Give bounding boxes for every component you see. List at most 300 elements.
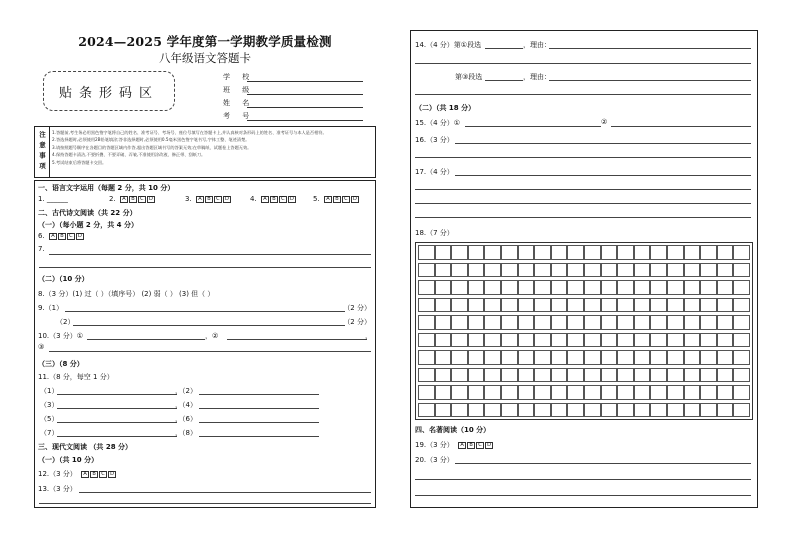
grid-cell[interactable] [567, 385, 584, 400]
school-label: 学 校 [223, 73, 255, 81]
answer-line[interactable] [455, 175, 751, 176]
option-a[interactable]: A [324, 196, 332, 203]
answer-line[interactable] [455, 463, 751, 464]
grid-cell[interactable] [700, 368, 717, 383]
grid-cell[interactable] [601, 385, 618, 400]
grid-cell[interactable] [534, 263, 551, 278]
option-c[interactable]: C [342, 196, 350, 203]
grid-cell[interactable] [733, 403, 750, 418]
grid-cell[interactable] [717, 350, 734, 365]
section-3a-heading: （一）（共 10 分） [38, 456, 99, 464]
grid-cell[interactable] [717, 315, 734, 330]
notice-line: 1.答题前,考生务必用黑色签字笔将自己的姓名、准考证号、考场号、座位号填写在答题卡上,并认真核对条形码上的姓名、准考证号与本人是否相符。 [52, 130, 327, 135]
option-d[interactable]: D [147, 196, 155, 203]
grid-cell[interactable] [468, 280, 485, 295]
grid-cell[interactable] [518, 280, 535, 295]
q11-item-2: ，（2） [175, 387, 197, 395]
grid-cell[interactable] [518, 263, 535, 278]
grid-cell[interactable] [700, 350, 717, 365]
grid-cell[interactable] [501, 280, 518, 295]
grid-cell[interactable] [418, 403, 435, 418]
answer-line[interactable] [65, 311, 345, 312]
grid-cell[interactable] [684, 368, 701, 383]
grid-cell[interactable] [567, 245, 584, 260]
notice-line: 5.考试结束后将答题卡交回。 [52, 159, 107, 165]
grid-cell[interactable] [567, 368, 584, 383]
grid-cell[interactable] [518, 403, 535, 418]
grid-cell[interactable] [700, 333, 717, 348]
grid-cell[interactable] [551, 403, 568, 418]
grid-cell[interactable] [451, 263, 468, 278]
grid-cell[interactable] [518, 368, 535, 383]
grid-cell[interactable] [617, 385, 634, 400]
grid-cell[interactable] [733, 280, 750, 295]
option-c[interactable]: C [214, 196, 222, 203]
answer-line[interactable] [39, 267, 371, 268]
grid-cell[interactable] [634, 280, 651, 295]
grid-cell[interactable] [617, 403, 634, 418]
option-a[interactable]: A [196, 196, 204, 203]
grid-cell[interactable] [667, 350, 684, 365]
grid-cell[interactable] [435, 315, 452, 330]
grid-cell[interactable] [468, 263, 485, 278]
answer-line[interactable] [57, 394, 177, 395]
grid-cell[interactable] [551, 385, 568, 400]
grid-cell[interactable] [717, 298, 734, 313]
grid-cell[interactable] [501, 333, 518, 348]
grid-cell[interactable] [451, 350, 468, 365]
question-3[interactable] [185, 195, 231, 203]
class-field[interactable] [223, 85, 363, 96]
grid-cell[interactable] [435, 280, 452, 295]
grid-cell[interactable] [518, 245, 535, 260]
grid-cell[interactable] [534, 403, 551, 418]
grid-cell[interactable] [700, 280, 717, 295]
option-b[interactable]: B [467, 442, 475, 449]
name-field[interactable] [223, 98, 363, 109]
grid-cell[interactable] [451, 245, 468, 260]
question-8[interactable]: 8.（3 分）(1) 过（ ）（填序号） (2) 弱（ ） (3) 但（ ） [38, 290, 215, 298]
option-a[interactable]: A [261, 196, 269, 203]
grid-cell[interactable] [634, 298, 651, 313]
grid-cell[interactable] [435, 245, 452, 260]
grid-cell[interactable] [634, 350, 651, 365]
answer-line[interactable] [415, 203, 751, 204]
grid-cell[interactable] [484, 263, 501, 278]
grid-cell[interactable] [700, 245, 717, 260]
grid-cell[interactable] [484, 245, 501, 260]
option-c[interactable]: C [138, 196, 146, 203]
answer-line[interactable] [199, 422, 319, 423]
grid-cell[interactable] [617, 350, 634, 365]
grid-cell[interactable] [650, 403, 667, 418]
grid-cell[interactable] [518, 298, 535, 313]
grid-cell[interactable] [468, 350, 485, 365]
grid-cell[interactable] [667, 245, 684, 260]
option-d[interactable]: D [76, 233, 84, 240]
grid-cell[interactable] [551, 350, 568, 365]
grid-cell[interactable] [468, 333, 485, 348]
answer-line[interactable] [415, 94, 751, 95]
grid-cell[interactable] [418, 368, 435, 383]
grid-cell[interactable] [717, 368, 734, 383]
answer-line[interactable] [465, 126, 601, 127]
option-d[interactable]: D [288, 196, 296, 203]
section-2b-heading: （二）（10 分） [38, 275, 89, 283]
question-4[interactable] [250, 195, 296, 203]
answer-line[interactable] [415, 63, 751, 64]
grid-cell[interactable] [435, 263, 452, 278]
section-2a-heading: （一）（每小题 2 分，共 4 分） [38, 221, 138, 229]
grid-cell[interactable] [484, 333, 501, 348]
grid-cell[interactable] [435, 350, 452, 365]
grid-cell[interactable] [484, 315, 501, 330]
grid-cell[interactable] [534, 333, 551, 348]
grid-cell[interactable] [451, 333, 468, 348]
q11-item-4: ，（4） [175, 401, 197, 409]
notice-box [34, 126, 376, 178]
grid-cell[interactable] [733, 263, 750, 278]
grid-cell[interactable] [551, 315, 568, 330]
grid-cell[interactable] [534, 315, 551, 330]
answer-line[interactable] [57, 422, 177, 423]
exam-number-label: 考 号 [223, 112, 255, 120]
grid-cell[interactable] [584, 245, 601, 260]
section-r2-heading: （二）（共 18 分） [415, 104, 476, 112]
grid-cell[interactable] [468, 385, 485, 400]
answer-line[interactable] [73, 325, 345, 326]
grid-cell[interactable] [667, 333, 684, 348]
grid-cell[interactable] [634, 385, 651, 400]
school-field[interactable] [223, 72, 363, 83]
grid-cell[interactable] [551, 368, 568, 383]
grid-cell[interactable] [617, 280, 634, 295]
grid-cell[interactable] [717, 263, 734, 278]
grid-cell[interactable] [435, 333, 452, 348]
answer-line[interactable] [199, 408, 319, 409]
grid-cell[interactable] [684, 333, 701, 348]
grid-cell[interactable] [601, 403, 618, 418]
question-12[interactable] [38, 469, 116, 479]
notice-heading: 注意事项 [35, 127, 50, 177]
option-a[interactable]: A [120, 196, 128, 203]
grid-cell[interactable] [551, 298, 568, 313]
grid-cell[interactable] [435, 368, 452, 383]
grid-cell[interactable] [617, 368, 634, 383]
grid-cell[interactable] [717, 333, 734, 348]
grid-cell[interactable] [551, 263, 568, 278]
grid-cell[interactable] [700, 403, 717, 418]
exam-number-field[interactable] [223, 111, 363, 122]
grid-cell[interactable] [418, 245, 435, 260]
answer-line[interactable] [415, 217, 751, 218]
grid-cell[interactable] [634, 263, 651, 278]
answer-line[interactable] [39, 503, 371, 504]
grid-cell[interactable] [617, 263, 634, 278]
option-d[interactable]: D [351, 196, 359, 203]
grid-cell[interactable] [717, 403, 734, 418]
option-d[interactable]: D [485, 442, 493, 449]
option-c[interactable]: C [476, 442, 484, 449]
grid-cell[interactable] [584, 298, 601, 313]
grid-cell[interactable] [634, 333, 651, 348]
grid-cell[interactable] [617, 298, 634, 313]
grid-cell[interactable] [700, 385, 717, 400]
grid-cell[interactable] [567, 403, 584, 418]
grid-cell[interactable] [617, 245, 634, 260]
grid-cell[interactable] [418, 350, 435, 365]
grid-cell[interactable] [534, 245, 551, 260]
q9-score-1: （2 分） [343, 304, 371, 312]
q5-label: 5. [313, 195, 320, 203]
grid-cell[interactable] [518, 385, 535, 400]
answer-line[interactable] [49, 351, 371, 352]
answer-line[interactable] [455, 143, 751, 144]
grid-cell[interactable] [733, 298, 750, 313]
grid-cell[interactable] [567, 280, 584, 295]
grid-cell[interactable] [435, 298, 452, 313]
grid-cell[interactable] [733, 368, 750, 383]
grid-cell[interactable] [435, 385, 452, 400]
grid-cell[interactable] [501, 245, 518, 260]
grid-cell[interactable] [684, 245, 701, 260]
grid-cell[interactable] [650, 245, 667, 260]
grid-cell[interactable] [567, 315, 584, 330]
question-15-b: ② [601, 118, 608, 126]
answer-line[interactable] [549, 48, 751, 49]
grid-cell[interactable] [733, 350, 750, 365]
answer-line[interactable] [57, 408, 177, 409]
grid-cell[interactable] [634, 403, 651, 418]
question-6[interactable] [38, 232, 84, 240]
grid-cell[interactable] [700, 315, 717, 330]
grid-cell[interactable] [667, 385, 684, 400]
answer-line[interactable] [199, 394, 319, 395]
grid-cell[interactable] [584, 368, 601, 383]
grid-cell[interactable] [650, 350, 667, 365]
option-c[interactable]: C [67, 233, 75, 240]
grid-cell[interactable] [484, 385, 501, 400]
grid-cell[interactable] [601, 280, 618, 295]
grid-cell[interactable] [584, 280, 601, 295]
grid-cell[interactable] [584, 315, 601, 330]
grid-cell[interactable] [468, 298, 485, 313]
grid-cell[interactable] [717, 385, 734, 400]
q11-item-1: （1） [40, 387, 59, 395]
grid-cell[interactable] [567, 298, 584, 313]
grid-cell[interactable] [451, 368, 468, 383]
grid-cell[interactable] [650, 368, 667, 383]
grid-cell[interactable] [617, 315, 634, 330]
grid-cell[interactable] [534, 280, 551, 295]
grid-cell[interactable] [451, 315, 468, 330]
grid-cell[interactable] [634, 368, 651, 383]
grid-cell[interactable] [634, 315, 651, 330]
answer-line[interactable] [57, 436, 177, 437]
grid-cell[interactable] [684, 298, 701, 313]
grid-cell[interactable] [451, 385, 468, 400]
grid-cell[interactable] [484, 280, 501, 295]
grid-cell[interactable] [717, 280, 734, 295]
grid-cell[interactable] [684, 385, 701, 400]
grid-cell[interactable] [468, 245, 485, 260]
grid-cell[interactable] [684, 280, 701, 295]
grid-cell[interactable] [518, 350, 535, 365]
question-2[interactable] [109, 195, 155, 203]
grid-cell[interactable] [501, 315, 518, 330]
grid-cell[interactable] [418, 280, 435, 295]
grid-cell[interactable] [534, 350, 551, 365]
grid-cell[interactable] [667, 263, 684, 278]
grid-cell[interactable] [518, 315, 535, 330]
grid-cell[interactable] [567, 333, 584, 348]
grid-cell[interactable] [501, 385, 518, 400]
notice-line: 3.请按照题号顺序在各题目的答题区域内作答,超出答题区域书写的答案无效;在草稿纸、试题卷上答题无效。 [52, 144, 252, 150]
grid-cell[interactable] [418, 298, 435, 313]
grid-cell[interactable] [451, 280, 468, 295]
grid-cell[interactable] [484, 368, 501, 383]
grid-cell[interactable] [451, 403, 468, 418]
answer-line[interactable] [87, 339, 205, 340]
grid-cell[interactable] [650, 298, 667, 313]
question-1[interactable] [38, 195, 68, 203]
grid-cell[interactable] [501, 403, 518, 418]
grid-cell[interactable] [468, 368, 485, 383]
grid-cell[interactable] [684, 403, 701, 418]
grid-cell[interactable] [534, 298, 551, 313]
grid-cell[interactable] [418, 315, 435, 330]
grid-cell[interactable] [567, 350, 584, 365]
grid-cell[interactable] [518, 333, 535, 348]
grid-cell[interactable] [733, 385, 750, 400]
grid-cell[interactable] [584, 263, 601, 278]
answer-line[interactable] [485, 48, 523, 49]
q19-label: 19.（3 分） [415, 441, 454, 449]
grid-cell[interactable] [684, 263, 701, 278]
grid-cell[interactable] [551, 245, 568, 260]
grid-cell[interactable] [435, 403, 452, 418]
question-5[interactable] [313, 195, 359, 203]
answer-line[interactable] [415, 479, 751, 480]
grid-cell[interactable] [601, 350, 618, 365]
grid-cell[interactable] [584, 350, 601, 365]
option-b[interactable]: B [129, 196, 137, 203]
grid-cell[interactable] [667, 403, 684, 418]
option-c[interactable]: C [279, 196, 287, 203]
answer-line[interactable] [79, 492, 371, 493]
answer-line[interactable] [611, 126, 751, 127]
grid-cell[interactable] [551, 280, 568, 295]
answer-line[interactable] [199, 436, 319, 437]
q4-label: 4. [250, 195, 257, 203]
grid-cell[interactable] [484, 403, 501, 418]
grid-cell[interactable] [551, 333, 568, 348]
grid-cell[interactable] [667, 368, 684, 383]
option-a[interactable]: A [49, 233, 57, 240]
grid-cell[interactable] [667, 280, 684, 295]
answer-line[interactable] [485, 80, 523, 81]
answer-line[interactable] [415, 157, 751, 158]
grid-cell[interactable] [418, 263, 435, 278]
answer-line[interactable] [415, 189, 751, 190]
grid-cell[interactable] [534, 368, 551, 383]
grid-cell[interactable] [584, 333, 601, 348]
answer-line[interactable] [49, 254, 371, 255]
grid-cell[interactable] [733, 245, 750, 260]
grid-cell[interactable] [634, 245, 651, 260]
grid-cell[interactable] [501, 368, 518, 383]
question-20: 20.（3 分） [415, 456, 454, 464]
grid-cell[interactable] [567, 263, 584, 278]
q11-item-7: （7） [40, 429, 59, 437]
grid-cell[interactable] [667, 298, 684, 313]
answer-line[interactable] [415, 495, 751, 496]
grid-cell[interactable] [684, 315, 701, 330]
option-a[interactable]: A [81, 471, 89, 478]
grid-cell[interactable] [418, 333, 435, 348]
grid-cell[interactable] [451, 298, 468, 313]
grid-cell[interactable] [418, 385, 435, 400]
option-b[interactable]: B [333, 196, 341, 203]
grid-cell[interactable] [650, 263, 667, 278]
grid-cell[interactable] [501, 263, 518, 278]
option-d[interactable]: D [108, 471, 116, 478]
option-b[interactable]: B [58, 233, 66, 240]
grid-cell[interactable] [601, 368, 618, 383]
grid-cell[interactable] [617, 333, 634, 348]
grid-cell[interactable] [700, 298, 717, 313]
grid-cell[interactable] [601, 333, 618, 348]
grid-cell[interactable] [667, 315, 684, 330]
grid-cell[interactable] [601, 315, 618, 330]
answer-line[interactable] [227, 339, 367, 340]
option-d[interactable]: D [223, 196, 231, 203]
grid-cell[interactable] [733, 315, 750, 330]
grid-cell[interactable] [650, 315, 667, 330]
grid-cell[interactable] [468, 315, 485, 330]
grid-cell[interactable] [501, 298, 518, 313]
essay-grid[interactable] [415, 242, 753, 420]
grid-cell[interactable] [484, 298, 501, 313]
grid-cell[interactable] [601, 298, 618, 313]
grid-cell[interactable] [468, 403, 485, 418]
grid-cell[interactable] [733, 333, 750, 348]
option-a[interactable]: A [458, 442, 466, 449]
answer-line[interactable] [549, 80, 751, 81]
question-19[interactable] [415, 440, 493, 450]
grid-cell[interactable] [534, 385, 551, 400]
grid-cell[interactable] [584, 385, 601, 400]
grid-cell[interactable] [650, 385, 667, 400]
grid-cell[interactable] [684, 350, 701, 365]
option-c[interactable]: C [99, 471, 107, 478]
grid-cell[interactable] [650, 333, 667, 348]
grid-cell[interactable] [501, 350, 518, 365]
option-b[interactable]: B [90, 471, 98, 478]
option-b[interactable]: B [270, 196, 278, 203]
grid-cell[interactable] [584, 403, 601, 418]
option-b[interactable]: B [205, 196, 213, 203]
grid-cell[interactable] [484, 350, 501, 365]
grid-cell[interactable] [601, 263, 618, 278]
grid-cell[interactable] [717, 245, 734, 260]
grid-cell[interactable] [601, 245, 618, 260]
grid-cell[interactable] [700, 263, 717, 278]
question-7: 7. [38, 245, 45, 253]
question-14b: 第③段选 [455, 73, 483, 81]
q3-label: 3. [185, 195, 192, 203]
grid-cell[interactable] [650, 280, 667, 295]
